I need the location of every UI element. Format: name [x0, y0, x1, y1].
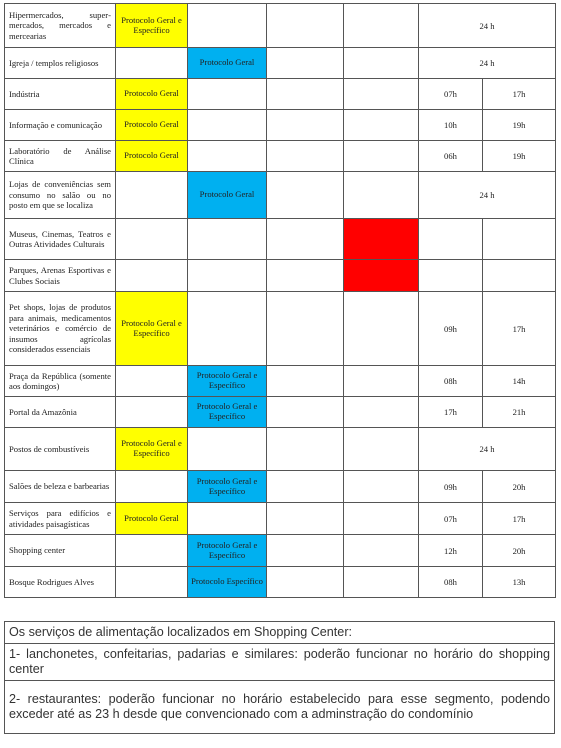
- close-time: [483, 260, 556, 292]
- empty-cell: [344, 141, 419, 172]
- table-row: [5, 172, 556, 219]
- empty-cell: [267, 110, 344, 141]
- close-time: [483, 219, 556, 260]
- hours-24: 24 h: [419, 172, 556, 219]
- empty-cell: [116, 260, 188, 292]
- open-time: 10h: [419, 110, 483, 141]
- table-row: [5, 397, 556, 428]
- empty-cell: [344, 48, 419, 79]
- empty-cell: [267, 397, 344, 428]
- protocol-cell: Protocolo Geral e Específico: [188, 397, 267, 428]
- empty-cell: [188, 428, 267, 471]
- table-row: [5, 48, 556, 79]
- protocol-cell: Protocolo Geral: [116, 110, 188, 141]
- notes-box: [4, 621, 555, 734]
- close-time: 20h: [483, 535, 556, 567]
- protocol-cell: Protocolo Geral e Específico: [116, 428, 188, 471]
- empty-cell: [344, 471, 419, 503]
- empty-cell: [188, 141, 267, 172]
- protocol-cell: Protocolo Geral: [116, 503, 188, 535]
- notes-title: Os serviços de alimentação localizados em Shopping Center:: [5, 622, 555, 644]
- activity-name: Praça da República (somente aos domingos): [5, 366, 116, 397]
- closed-cell: [344, 219, 419, 260]
- activity-name: Hipermercados, supermercados, mercados e mercearias: [5, 4, 116, 48]
- activity-name: Parques, Arenas Esportivas e Clubes Sociais: [5, 260, 116, 292]
- empty-cell: [116, 366, 188, 397]
- activity-name: Igreja / templos religiosos: [5, 48, 116, 79]
- empty-cell: [267, 292, 344, 366]
- empty-cell: [267, 366, 344, 397]
- hours-24: 24 h: [419, 428, 556, 471]
- hours-24: 24 h: [419, 4, 556, 48]
- empty-cell: [267, 48, 344, 79]
- protocol-cell: Protocolo Específico: [188, 567, 267, 598]
- open-time: [419, 260, 483, 292]
- activity-name: Informação e comunicação: [5, 110, 116, 141]
- hours-24: 24 h: [419, 48, 556, 79]
- empty-cell: [267, 79, 344, 110]
- table-row: [5, 503, 556, 535]
- empty-cell: [267, 141, 344, 172]
- open-time: 09h: [419, 471, 483, 503]
- empty-cell: [344, 535, 419, 567]
- open-time: 07h: [419, 79, 483, 110]
- empty-cell: [267, 260, 344, 292]
- table-row: [5, 535, 556, 567]
- empty-cell: [267, 567, 344, 598]
- empty-cell: [267, 428, 344, 471]
- close-time: 20h: [483, 471, 556, 503]
- empty-cell: [116, 48, 188, 79]
- empty-cell: [344, 428, 419, 471]
- empty-cell: [344, 503, 419, 535]
- protocol-cell: Protocolo Geral: [188, 172, 267, 219]
- schedule-table: [4, 3, 556, 598]
- close-time: 14h: [483, 366, 556, 397]
- empty-cell: [344, 4, 419, 48]
- table-row: [5, 110, 556, 141]
- table-row: [5, 260, 556, 292]
- protocol-cell: Protocolo Geral: [188, 48, 267, 79]
- open-time: 08h: [419, 567, 483, 598]
- activity-name: Portal da Amazônia: [5, 397, 116, 428]
- close-time: 19h: [483, 141, 556, 172]
- activity-name: Shopping center: [5, 535, 116, 567]
- empty-cell: [344, 292, 419, 366]
- empty-cell: [267, 4, 344, 48]
- table-row: [5, 219, 556, 260]
- activity-name: Serviços para edifícios e atividades paisagísticas: [5, 503, 116, 535]
- empty-cell: [188, 260, 267, 292]
- close-time: 17h: [483, 503, 556, 535]
- empty-cell: [116, 567, 188, 598]
- protocol-cell: Protocolo Geral: [116, 141, 188, 172]
- notes-item-2: 2- restaurantes: poderão funcionar no horário estabelecido para esse segmento, podendo exceder até as 23 h desde que convencionado com a adminstração do condomínio: [5, 681, 555, 734]
- activity-name: Museus, Cinemas, Teatros e Outras Atividades Culturais: [5, 219, 116, 260]
- open-time: 08h: [419, 366, 483, 397]
- protocol-cell: Protocolo Geral e Específico: [116, 4, 188, 48]
- empty-cell: [116, 471, 188, 503]
- empty-cell: [188, 292, 267, 366]
- notes-item-1: 1- lanchonetes, confeitarias, padarias e similares: poderão funcionar no horário do shopping center: [5, 644, 555, 681]
- activity-name: Lojas de conveniências sem consumo no salão ou no posto em que se localiza: [5, 172, 116, 219]
- activity-name: Laboratório de Análise Clínica: [5, 141, 116, 172]
- empty-cell: [116, 172, 188, 219]
- protocol-cell: Protocolo Geral e Específico: [188, 366, 267, 397]
- activity-name: Bosque Rodrigues Alves: [5, 567, 116, 598]
- table-row: [5, 567, 556, 598]
- close-time: 17h: [483, 292, 556, 366]
- open-time: 12h: [419, 535, 483, 567]
- activity-name: Postos de combustíveis: [5, 428, 116, 471]
- protocol-cell: Protocolo Geral e Específico: [116, 292, 188, 366]
- empty-cell: [116, 219, 188, 260]
- table-row: [5, 4, 556, 48]
- empty-cell: [116, 535, 188, 567]
- table-row: [5, 471, 556, 503]
- activity-name: Pet shops, lojas de produtos para animais, medicamentos veterinários e comércio de insumos agrícolas considerados essenciais: [5, 292, 116, 366]
- empty-cell: [267, 535, 344, 567]
- empty-cell: [344, 110, 419, 141]
- activity-name: Indústria: [5, 79, 116, 110]
- open-time: [419, 219, 483, 260]
- open-time: 06h: [419, 141, 483, 172]
- empty-cell: [344, 79, 419, 110]
- empty-cell: [267, 503, 344, 535]
- empty-cell: [188, 503, 267, 535]
- closed-cell: [344, 260, 419, 292]
- protocol-cell: Protocolo Geral e Específico: [188, 535, 267, 567]
- open-time: 07h: [419, 503, 483, 535]
- close-time: 19h: [483, 110, 556, 141]
- empty-cell: [267, 172, 344, 219]
- table-row: [5, 428, 556, 471]
- activity-name: Salões de beleza e barbearias: [5, 471, 116, 503]
- close-time: 13h: [483, 567, 556, 598]
- empty-cell: [344, 366, 419, 397]
- close-time: 17h: [483, 79, 556, 110]
- open-time: 09h: [419, 292, 483, 366]
- empty-cell: [188, 110, 267, 141]
- open-time: 17h: [419, 397, 483, 428]
- empty-cell: [267, 471, 344, 503]
- protocol-cell: Protocolo Geral: [116, 79, 188, 110]
- table-row: [5, 79, 556, 110]
- close-time: 21h: [483, 397, 556, 428]
- protocol-cell: Protocolo Geral e Específico: [188, 471, 267, 503]
- empty-cell: [188, 79, 267, 110]
- empty-cell: [188, 219, 267, 260]
- empty-cell: [344, 172, 419, 219]
- table-row: [5, 141, 556, 172]
- table-row: [5, 366, 556, 397]
- empty-cell: [344, 567, 419, 598]
- empty-cell: [188, 4, 267, 48]
- table-row: [5, 292, 556, 366]
- empty-cell: [267, 219, 344, 260]
- empty-cell: [344, 397, 419, 428]
- empty-cell: [116, 397, 188, 428]
